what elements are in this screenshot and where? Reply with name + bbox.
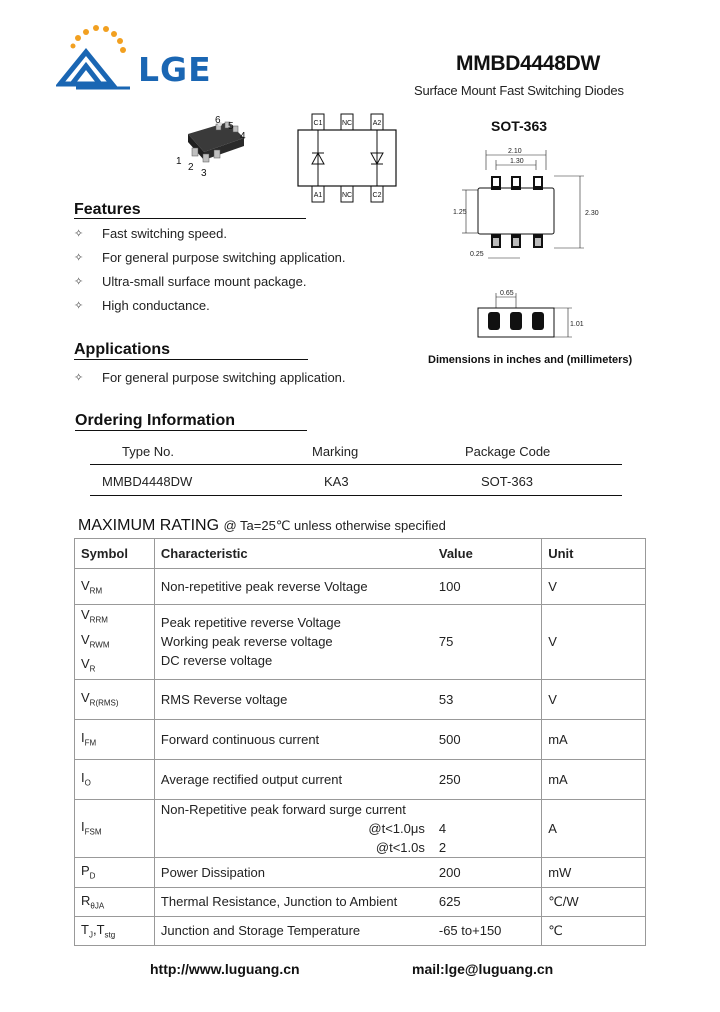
unit-cell: mW (542, 857, 646, 887)
application-item: ✧ For general purpose switching application. (74, 370, 346, 385)
pin-label-5: 5 (228, 121, 234, 132)
unit-cell: V (542, 679, 646, 719)
symbol-cell: $T_J,T_{stg}$ (75, 916, 155, 945)
ordering-rule (75, 430, 307, 431)
symbol-cell: $R_{\theta JA}$ (75, 887, 155, 916)
unit-cell: V (542, 605, 646, 680)
dim-0-65: 0.65 (500, 290, 514, 297)
dimensions-caption: Dimensions in inches and (millimeters) (428, 354, 633, 366)
value-cell: 625 (433, 887, 542, 916)
symbol-cell: $I_{FM}$ (75, 719, 155, 759)
characteristic-cell: Power Dissipation (154, 857, 432, 887)
value-cell: -65 to+150 (433, 916, 542, 945)
ordering-table (90, 440, 622, 500)
characteristic-cell: Junction and Storage Temperature (154, 916, 432, 945)
feature-item: ✧ Fast switching speed. (74, 226, 228, 241)
email-link[interactable]: mail:lge@luguang.cn (412, 961, 554, 977)
feature-item: ✧ Ultra-small surface mount package. (74, 274, 307, 289)
value-cell: 75 (433, 605, 542, 680)
characteristic-cell: Average rectified output current (154, 759, 432, 799)
pin-label-2: 2 (188, 162, 194, 173)
features-rule (74, 218, 306, 219)
features-heading: Features (74, 201, 141, 218)
col-type-no: Type No. (122, 444, 175, 459)
table-row (75, 916, 646, 945)
symbol-cell: $I_O$ (75, 759, 155, 799)
table-row (75, 719, 646, 759)
table-row (75, 605, 646, 680)
value-cell: 53 (433, 679, 542, 719)
feature-item: ✧ For general purpose switching application. (74, 250, 346, 265)
symbol-cell: $V_{RRM}$ $V_{RWM}$ $V_R$ (75, 605, 155, 680)
table-row (75, 759, 646, 799)
feature-item: ✧ High conductance. (74, 298, 210, 313)
symbol-cell: $P_D$ (75, 857, 155, 887)
pin-label-3: 3 (201, 168, 207, 178)
characteristic-cell: Thermal Resistance, Junction to Ambient (154, 887, 432, 916)
col-marking: Marking (312, 444, 359, 459)
dim-1-30: 1.30 (510, 158, 524, 165)
ordering-divider (90, 495, 622, 496)
symbol-cell: $V_{RM}$ (75, 569, 155, 605)
value-cell: 500 (433, 719, 542, 759)
col-unit: Unit (542, 539, 646, 569)
unit-cell: mA (542, 719, 646, 759)
unit-cell: V (542, 569, 646, 605)
cell-type-no: MMBD4448DW (102, 474, 193, 489)
ordering-header-row (90, 440, 622, 470)
bullet-icon: ✧ (74, 276, 84, 288)
internal-schematic (294, 110, 404, 210)
pin-label-4: 4 (240, 131, 246, 142)
col-value: Value (433, 539, 542, 569)
unit-cell: A (542, 799, 646, 857)
pin-label-6: 6 (215, 115, 221, 126)
pin-label-1: 1 (176, 156, 182, 167)
symbol-cell: $V_{R(RMS)}$ (75, 679, 155, 719)
max-rating-condition: @ Ta=25℃ unless otherwise specified (223, 518, 446, 533)
characteristic-cell: Peak repetitive reverse Voltage Working peak reverse voltage DC reverse voltage (154, 605, 432, 680)
cell-package-code: SOT-363 (481, 474, 534, 489)
symbol-cell: $I_{FSM}$ (75, 799, 155, 857)
table-row (75, 799, 646, 857)
bullet-icon: ✧ (74, 252, 84, 264)
schematic-pin-a1: A1 (313, 192, 323, 199)
schematic-pin-nc-bottom: NC (341, 192, 353, 199)
dim-1-01: 1.01 (570, 321, 584, 328)
package-dimension-drawing (450, 140, 610, 350)
schematic-pin-c1: C1 (313, 120, 323, 127)
part-subtitle: Surface Mount Fast Switching Diodes (414, 83, 624, 98)
value-cell: 200 (433, 857, 542, 887)
applications-rule (74, 359, 308, 360)
table-row (75, 887, 646, 916)
package-type-title: SOT-363 (491, 118, 548, 134)
bullet-icon: ✧ (74, 372, 84, 384)
characteristic-cell: Non-Repetitive peak forward surge current @t<1.0μs @t<1.0s (154, 799, 432, 857)
ordering-divider (90, 464, 622, 465)
value-cell: 100 (433, 569, 542, 605)
value-cell: 4 2 (433, 799, 542, 857)
cell-marking: KA3 (324, 474, 349, 489)
dim-0-25: 0.25 (470, 251, 484, 258)
schematic-pin-nc-top: NC (341, 120, 353, 127)
logo-sun-rays (71, 25, 127, 53)
bullet-icon: ✧ (74, 228, 84, 240)
characteristic-cell: RMS Reverse voltage (154, 679, 432, 719)
table-row (75, 679, 646, 719)
max-rating-table (74, 538, 646, 946)
bullet-icon: ✧ (74, 300, 84, 312)
table-row (75, 569, 646, 605)
characteristic-cell: Non-repetitive peak reverse Voltage (154, 569, 432, 605)
table-row (75, 857, 646, 887)
unit-cell: ℃ (542, 916, 646, 945)
max-rating-heading: MAXIMUM RATING @ Ta=25℃ unless otherwise specified (78, 517, 446, 534)
package-illustration (170, 112, 260, 178)
table-header-row (75, 539, 646, 569)
dim-2-10: 2.10 (508, 148, 522, 155)
dim-2-30: 2.30 (585, 210, 599, 217)
schematic-pin-c2: C2 (372, 192, 382, 199)
part-number-title: MMBD4448DW (456, 52, 601, 75)
company-logo (56, 24, 138, 90)
dim-1-25: 1.25 (453, 209, 467, 216)
website-link[interactable]: http://www.luguang.cn (150, 961, 300, 977)
col-package-code: Package Code (465, 444, 551, 459)
schematic-pin-a2: A2 (372, 120, 382, 127)
value-cell: 250 (433, 759, 542, 799)
unit-cell: mA (542, 759, 646, 799)
ordering-heading: Ordering Information (75, 412, 235, 429)
applications-heading: Applications (74, 341, 171, 358)
brand-name: LGE (138, 50, 212, 89)
col-symbol: Symbol (75, 539, 155, 569)
col-characteristic: Characteristic (154, 539, 432, 569)
characteristic-cell: Forward continuous current (154, 719, 432, 759)
unit-cell: ℃/W (542, 887, 646, 916)
